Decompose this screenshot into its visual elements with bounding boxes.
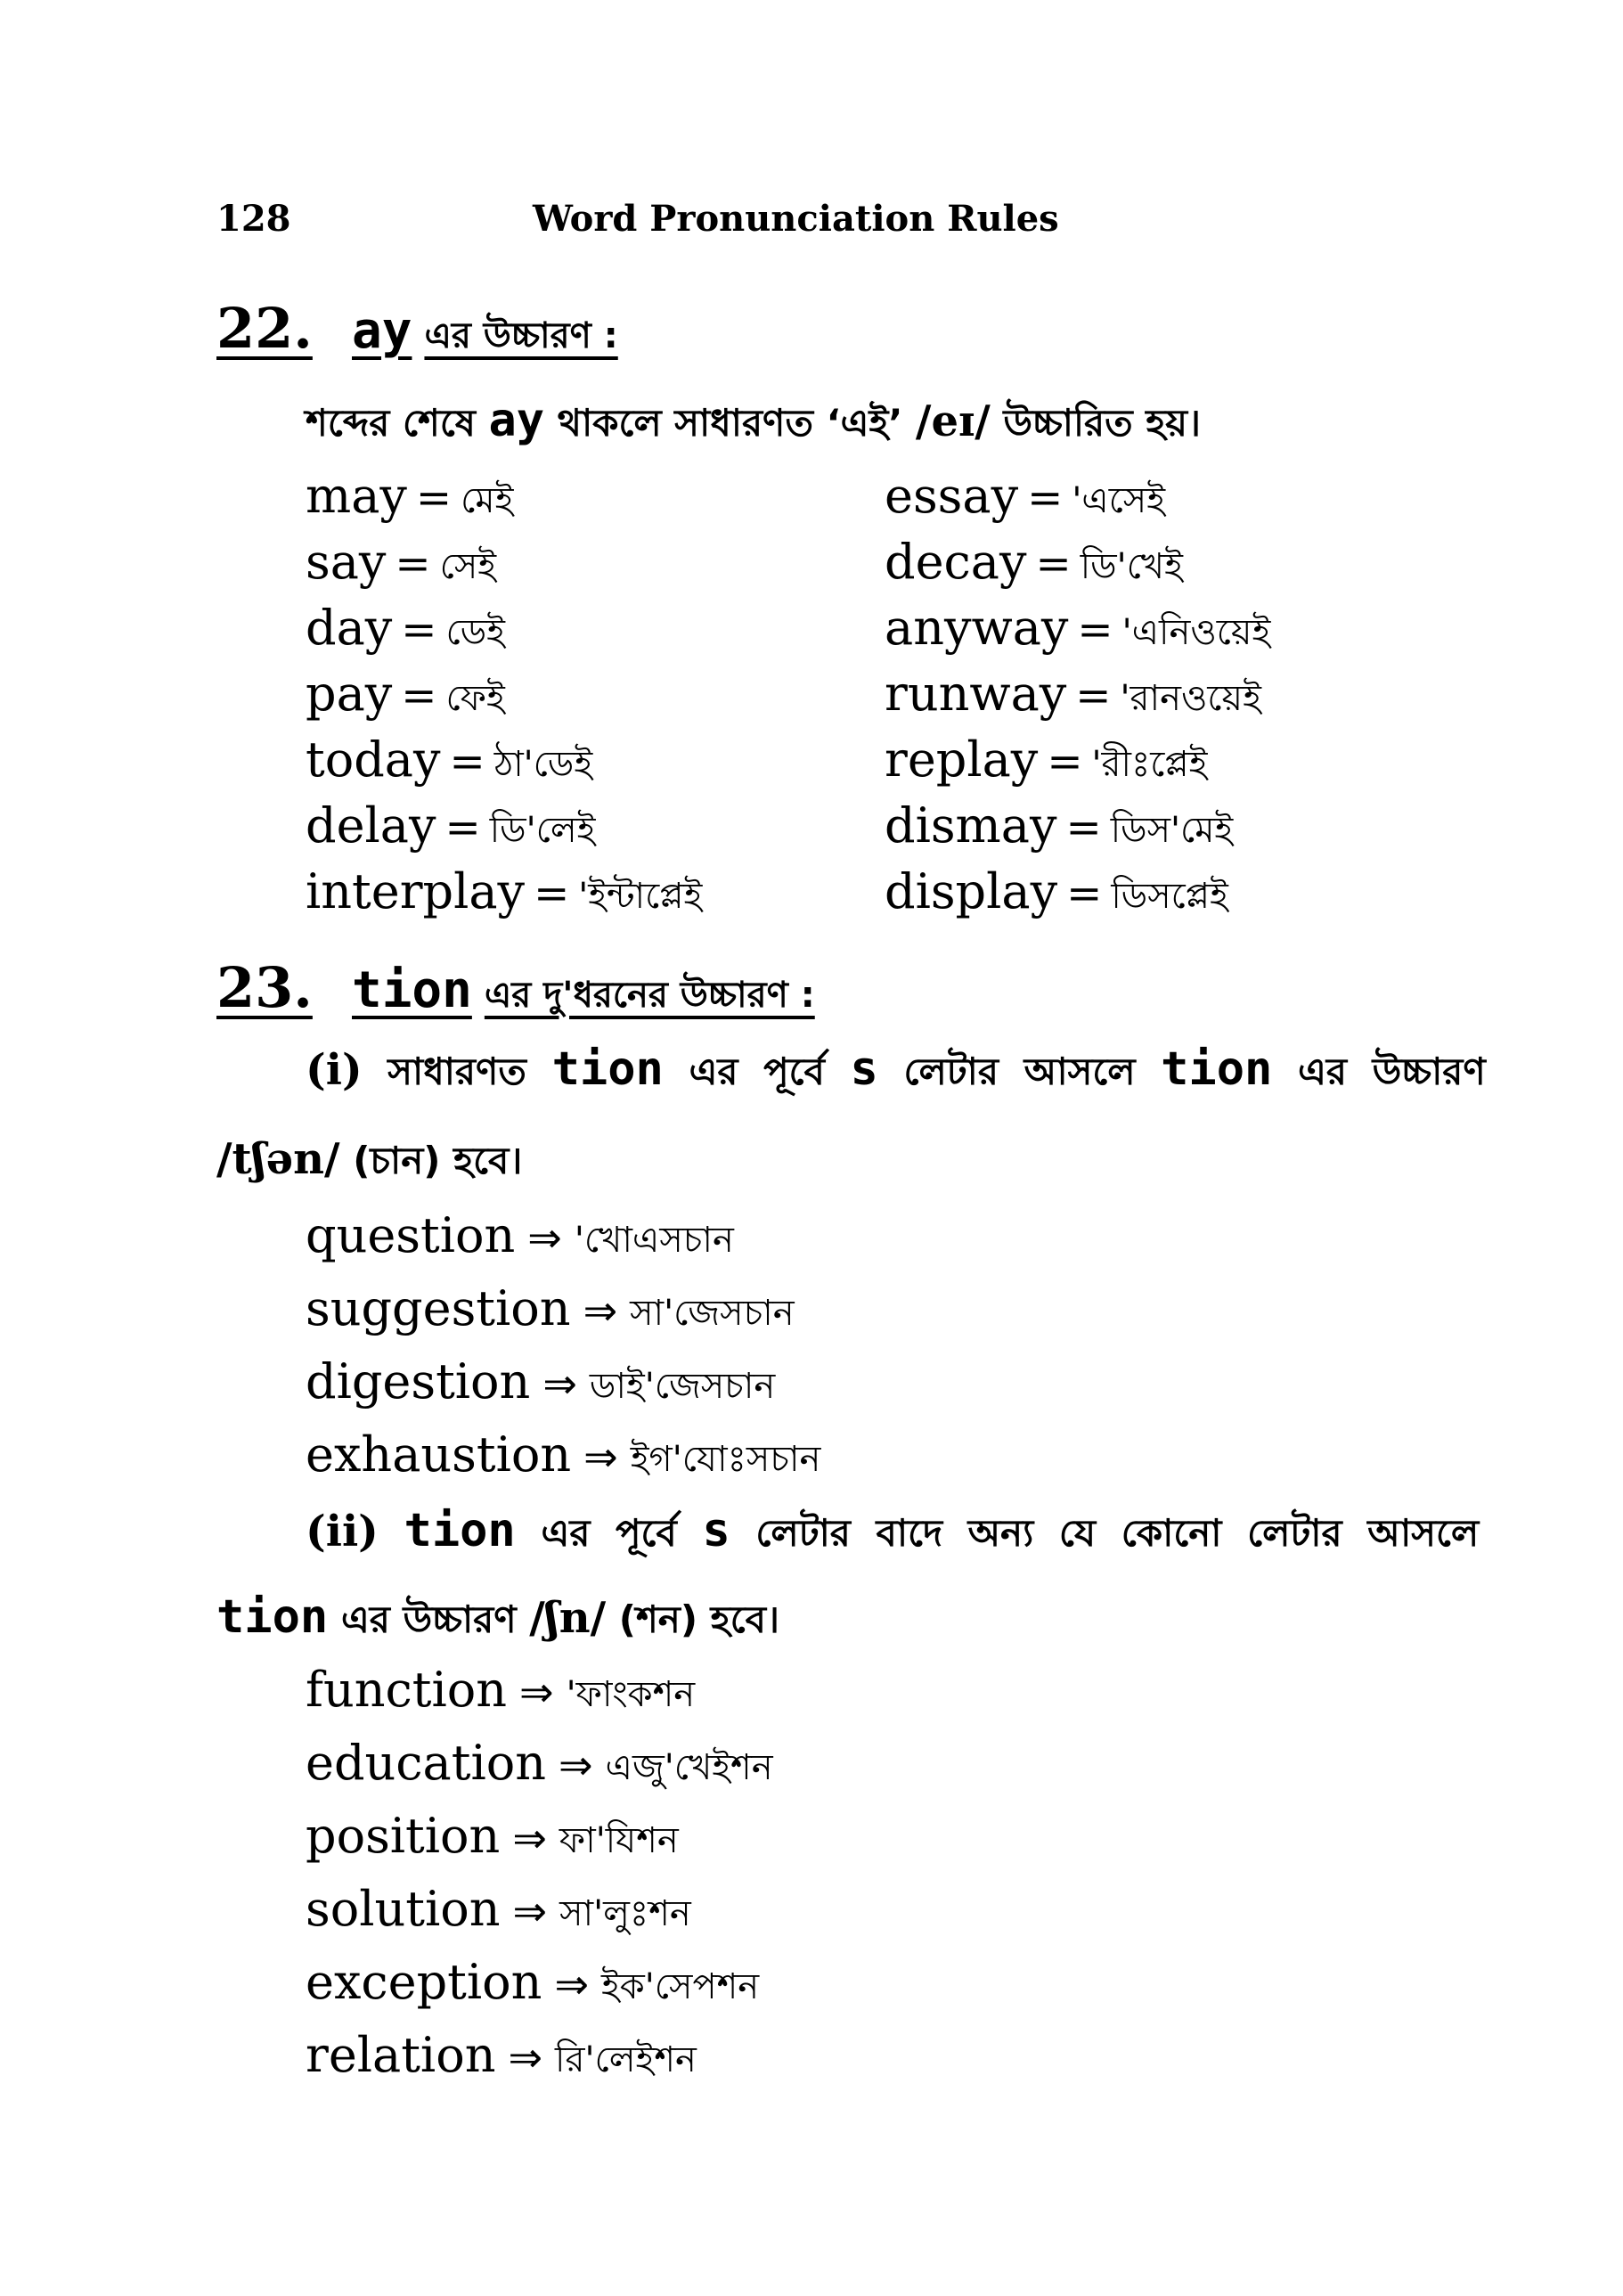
implies-arrow-icon: ⇒ [527,1213,562,1262]
bengali-pronunciation: 'এনিওয়েই [1121,612,1271,653]
bengali-pronunciation: ডাই'জেসচান [589,1366,776,1407]
bengali-pronunciation: ফেই [445,678,505,719]
implies-arrow-icon: ⇒ [542,1360,577,1408]
implies-arrow-icon: ⇒ [583,1287,618,1335]
rule-text: সাধারণত [387,1050,526,1093]
english-word: may [306,468,407,524]
equals-sign: = [1047,737,1083,787]
rule-1-line-2 [216,1132,522,1195]
section-heading-text: এর দু'ধরনের উচ্চারণ : [484,975,815,1016]
equals-sign: = [449,737,485,787]
running-title: Word Pronunciation Rules [533,198,1059,240]
equals-sign: = [1077,605,1113,655]
bengali-pronunciation: 'ইন্টাপ্লেই [578,876,703,917]
rule-keyword: tion [404,1504,516,1557]
rule-text: উচ্চারিত হয়। [1003,401,1202,445]
rule-2-line-1 [306,1504,1480,1567]
word-pair [885,534,1183,598]
section-22-rule [306,394,1201,457]
bengali-pronunciation: ডিসপ্লেই [1111,876,1228,917]
english-word: position [306,1808,501,1864]
rule-label: (i) [306,1045,363,1095]
word-pair [306,1207,820,1280]
bengali-pronunciation: ইক'সেপশন [601,1966,760,2007]
word-row [306,600,1419,666]
word-pair [306,468,513,532]
tion-word-list [306,1662,773,2100]
word-pair [306,1280,820,1353]
bengali-pronunciation: 'খোএসচান [574,1220,734,1261]
word-pair [306,600,505,664]
equals-sign: = [1065,803,1102,853]
bengali-pronunciation: 'রীঃপ্লেই [1091,744,1208,785]
equals-sign: = [444,803,481,853]
rule-text: লেটার আসলে [903,1050,1136,1093]
word-pair [306,1353,820,1426]
english-word: day [306,600,393,656]
rule-text: এর পূর্বে [541,1511,677,1555]
bengali-pronunciation: ফা'যিশন [559,1820,679,1861]
english-word: delay [306,797,436,854]
english-word: suggestion [306,1280,571,1336]
rule-keyword: tion [216,1590,329,1644]
english-word: exhaustion [306,1426,572,1483]
equals-sign: = [1066,869,1103,919]
english-word: display [885,863,1058,919]
equals-sign: = [534,869,570,919]
word-row [306,666,1419,731]
bengali-pronunciation: ডেই [445,612,505,653]
word-pair [306,731,592,796]
word-pair [306,666,505,730]
word-pair [885,600,1270,664]
rule-text: এর উচ্চারণ [1297,1050,1486,1093]
bengali-pronunciation: মেই [461,480,514,521]
rule-text: এর পূর্বে [689,1050,825,1093]
rule-text: (চান) হবে। [353,1139,523,1182]
english-word: runway [885,666,1067,722]
word-pair [306,863,702,927]
implies-arrow-icon: ⇒ [508,2033,543,2081]
word-row [306,731,1419,797]
english-word: interplay [306,863,526,919]
english-word: decay [885,534,1027,590]
bengali-pronunciation: 'ফাংকশন [566,1674,696,1715]
equals-sign: = [401,605,437,655]
implies-arrow-icon: ⇒ [554,1960,589,2008]
english-word: essay [885,468,1019,524]
implies-arrow-icon: ⇒ [559,1741,593,1789]
rule-keyword: tion [551,1042,664,1096]
bengali-pronunciation: এজু'খেইশন [605,1747,773,1788]
bengali-pronunciation: ডি'লেই [489,810,596,851]
word-row [306,863,1419,929]
english-word: pay [306,666,393,722]
section-keyword: ay [352,302,412,360]
equals-sign: = [401,671,437,721]
equals-sign: = [1075,671,1112,721]
english-word: education [306,1735,546,1791]
rule-text: (শন) হবে। [618,1597,780,1641]
section-23-heading [216,955,815,1026]
implies-arrow-icon: ⇒ [512,1887,548,1935]
english-word: digestion [306,1353,531,1409]
word-pair [885,863,1228,927]
english-word: solution [306,1881,501,1937]
word-pair [306,1808,773,1881]
english-word: question [306,1207,516,1263]
stion-word-list [306,1207,820,1499]
bengali-pronunciation: সেই [439,546,497,587]
rule-text: এর উচ্চারণ [340,1597,517,1641]
bengali-pronunciation: ডিস'মেই [1110,810,1234,851]
page-number: 128 [216,198,291,240]
section-22-heading [216,296,618,367]
rule-keyword: tion [1161,1042,1273,1096]
word-pair [306,2027,773,2100]
word-row [306,468,1419,534]
running-head [216,198,1464,251]
implies-arrow-icon: ⇒ [519,1668,554,1716]
word-pair [885,468,1165,532]
equals-sign: = [415,473,453,523]
rule-1-line-1 [306,1042,1486,1106]
word-pair [306,534,496,598]
implies-arrow-icon: ⇒ [583,1433,618,1481]
section-number: 22. [216,296,313,361]
word-pair [306,1881,773,1954]
english-word: dismay [885,797,1057,854]
english-word: anyway [885,600,1069,656]
word-pair [885,797,1233,862]
equals-sign: = [1035,539,1072,589]
ipa-symbol: /tʃən/ [216,1134,340,1184]
word-pair [306,797,595,862]
english-word: replay [885,731,1039,788]
rule-text: থাকলে সাধারণত ‘এই’ [557,401,903,445]
english-word: relation [306,2027,496,2083]
rule-keyword: ay [488,394,545,447]
bengali-pronunciation: সা'লুঃশন [559,1893,691,1934]
implies-arrow-icon: ⇒ [512,1814,547,1862]
word-row [306,797,1419,863]
rule-label: (ii) [306,1507,379,1557]
english-word: say [306,534,387,590]
section-keyword: tion [352,961,472,1019]
rule-keyword: s [850,1042,878,1096]
rule-keyword: s [702,1504,730,1557]
word-pair [306,1735,773,1808]
word-pair [306,1954,773,2027]
bengali-pronunciation: ডি'খেই [1080,546,1183,587]
rule-2-line-2 [216,1590,779,1654]
rule-text: লেটার বাদে অন্য যে কোনো লেটার আসলে [755,1511,1480,1555]
bengali-pronunciation: 'রানওয়েই [1120,678,1261,719]
ipa-symbol: /eɪ/ [915,396,991,446]
rule-text: শব্দের শেষে [306,401,476,445]
english-word: today [306,731,441,788]
bengali-pronunciation: 'এসেই [1072,480,1166,521]
equals-sign: = [1027,473,1064,523]
word-pair [306,1662,773,1735]
bengali-pronunciation: ঠা'ডেই [493,744,593,785]
ay-word-table [306,468,1419,929]
english-word: exception [306,1954,542,2010]
bengali-pronunciation: রি'লেইশন [555,2039,697,2080]
word-row [306,534,1419,600]
section-number: 23. [216,955,313,1020]
word-pair [306,1426,820,1499]
section-heading-text: এর উচ্চারণ : [424,315,618,356]
bengali-pronunciation: সা'জেসচান [630,1293,795,1334]
word-pair [885,731,1208,796]
bengali-pronunciation: ইগ'যোঃসচান [630,1439,821,1480]
ipa-symbol: /ʃn/ [529,1593,607,1643]
word-pair [885,666,1261,730]
equals-sign: = [395,539,431,589]
english-word: function [306,1662,508,1718]
